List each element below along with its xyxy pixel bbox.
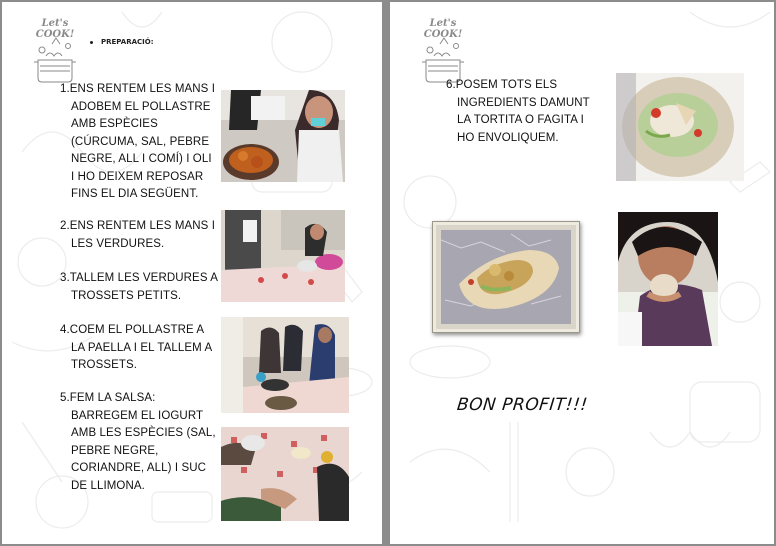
closing-message: BON PROFIT!!! bbox=[455, 395, 589, 415]
step-line: 6.POSEM TOTS ELS bbox=[446, 79, 558, 91]
step-line: DE LLIMONA. bbox=[71, 479, 145, 492]
section-heading bbox=[90, 38, 154, 46]
step-line: AMB LES ESPÈCIES (SAL, bbox=[71, 427, 216, 439]
step-line: 5.FEM LA SALSA: bbox=[60, 392, 156, 404]
step-line: AMB ESPÈCIES bbox=[71, 118, 158, 130]
right-page bbox=[390, 2, 774, 544]
step-line: 1.ENS RENTEM LES MANS I bbox=[60, 83, 216, 95]
step-line: FINS EL DIA SEGÜENT. bbox=[71, 188, 199, 200]
photo-open-tortilla bbox=[616, 73, 744, 181]
step-3 bbox=[60, 270, 218, 305]
step-6 bbox=[446, 77, 590, 147]
step-line: LES VERDURES. bbox=[71, 237, 165, 250]
step-line: 3.TALLEM LES VERDURES A bbox=[60, 272, 219, 284]
step-line: TROSSETS. bbox=[71, 359, 138, 371]
lets-cook-logo bbox=[24, 16, 86, 86]
step-line: LA PAELLA I EL TALLEM A bbox=[71, 341, 213, 354]
step-line: NEGRE, ALL I COMÍ) I OLI bbox=[71, 153, 212, 165]
logo-lettering: Let's COOK! bbox=[423, 18, 463, 40]
photo-marinating-chicken bbox=[221, 90, 345, 182]
step-line: 2.ENS RENTEM LES MANS I bbox=[60, 220, 216, 232]
step-4 bbox=[60, 322, 212, 375]
step-line: HO ENVOLIQUEM. bbox=[457, 131, 559, 144]
photo-washing-vegetables bbox=[221, 210, 345, 302]
step-line: 4.COEM EL POLLASTRE A bbox=[60, 324, 205, 336]
step-2 bbox=[60, 218, 215, 253]
photo-wrapped-fajita bbox=[441, 230, 571, 324]
step-line: CORIANDRE, ALL) I SUC bbox=[71, 462, 207, 474]
step-line: LA TORTITA O FAGITA I bbox=[457, 114, 584, 126]
logo-lettering: Let's COOK! bbox=[35, 18, 75, 40]
photo-making-sauce bbox=[221, 427, 349, 521]
photo-cooking-chicken bbox=[221, 317, 349, 413]
step-line: PEBRE NEGRE, bbox=[71, 444, 159, 457]
bullet-dot bbox=[90, 41, 93, 44]
photo-frame bbox=[432, 221, 580, 333]
step-line: BARREGEM EL IOGURT bbox=[71, 409, 204, 422]
lets-cook-logo bbox=[412, 16, 474, 86]
photo-eating-fajita bbox=[618, 212, 718, 346]
step-1 bbox=[60, 81, 215, 204]
step-line: I HO DEIXEM REPOSAR bbox=[71, 170, 204, 183]
heading-text: PREPARACIÓ: bbox=[101, 38, 154, 46]
left-page bbox=[2, 2, 382, 544]
step-line: (CÚRCUMA, SAL, PEBRE bbox=[71, 135, 210, 148]
step-line: TROSSETS PETITS. bbox=[71, 289, 182, 302]
step-5 bbox=[60, 390, 216, 495]
step-line: INGREDIENTS DAMUNT bbox=[457, 96, 590, 109]
step-line: ADOBEM EL POLLASTRE bbox=[71, 100, 211, 113]
